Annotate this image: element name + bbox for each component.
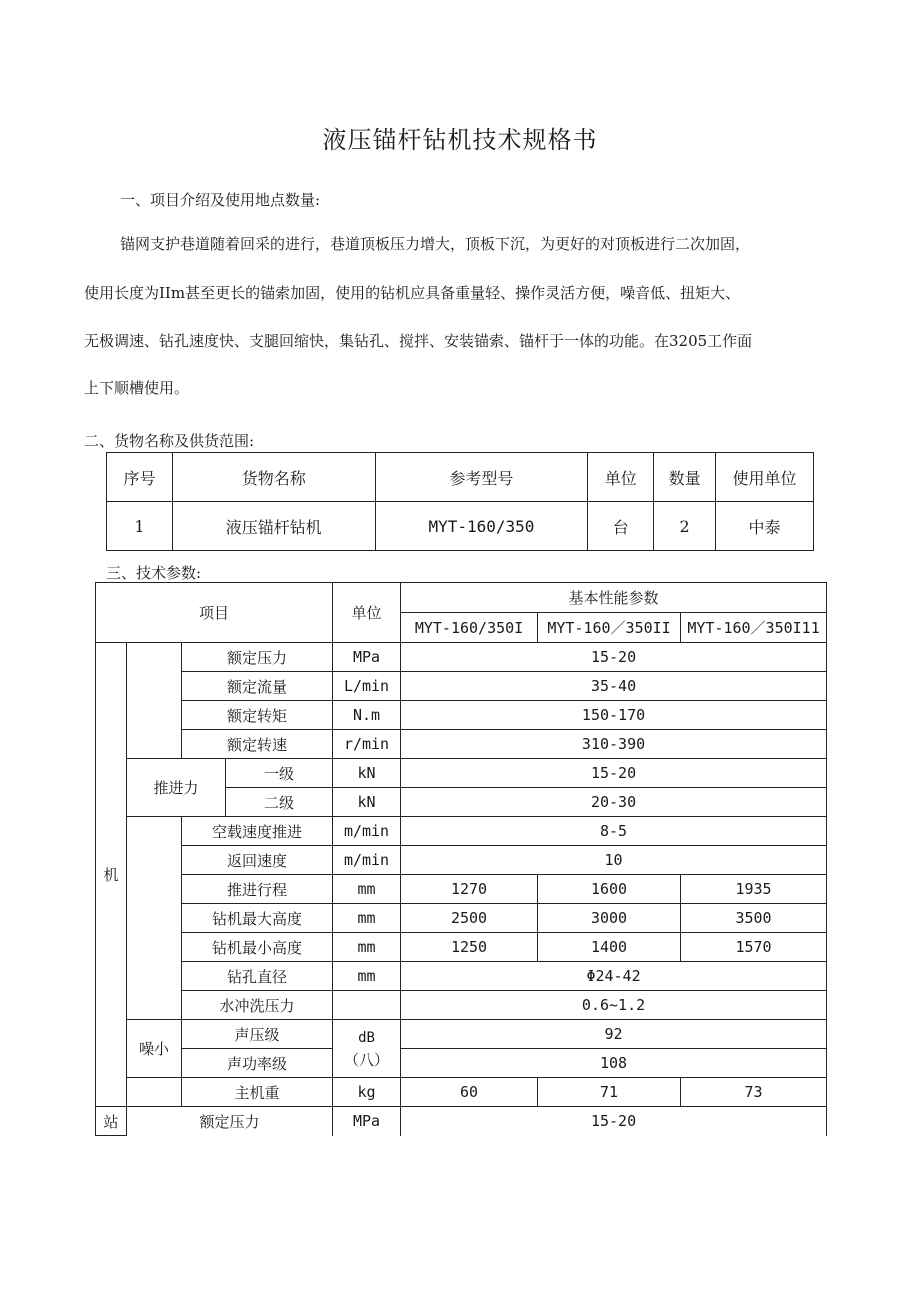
row-label: 一级 (226, 759, 333, 788)
row-unit: kN (333, 759, 401, 788)
noise-unit (333, 1020, 401, 1078)
row-value: 2500 (401, 904, 538, 933)
row-value: 15-20 (401, 759, 827, 788)
row-value: 0.6~1.2 (401, 991, 827, 1020)
spacer-cell (127, 1078, 182, 1107)
row-label: 额定转矩 (182, 701, 333, 730)
row-value: 1935 (681, 875, 827, 904)
col-unit-header: 单位 (333, 583, 401, 643)
row-value: 150-170 (401, 701, 827, 730)
row-value: 71 (538, 1078, 681, 1107)
spacer-cell (127, 643, 182, 759)
row-label: 二级 (226, 788, 333, 817)
row-unit: r/min (333, 730, 401, 759)
row-unit: m/min (333, 846, 401, 875)
row-label: 返回速度 (182, 846, 333, 875)
col-params-header: 基本性能参数 (401, 583, 827, 613)
section3-heading: 三、技术参数: (106, 564, 202, 582)
row-value: 8-5 (401, 817, 827, 846)
row-unit: mm (333, 933, 401, 962)
row-unit: kg (333, 1078, 401, 1107)
row-label: 水冲洗压力 (182, 991, 333, 1020)
row-value: 3000 (538, 904, 681, 933)
row-value: 15-20 (401, 643, 827, 672)
row-value: 3500 (681, 904, 827, 933)
cell: 液压锚杆钻机 (172, 502, 375, 551)
spacer-cell (127, 817, 182, 1020)
col-item-header: 项目 (96, 583, 333, 643)
row-label: 额定流量 (182, 672, 333, 701)
section1-heading: 一、项目介绍及使用地点数量: (120, 191, 321, 209)
row-value: 10 (401, 846, 827, 875)
row-unit: kN (333, 788, 401, 817)
noise-group-label: 噪小 (127, 1020, 182, 1078)
row-value: 1400 (538, 933, 681, 962)
row-unit: L/min (333, 672, 401, 701)
paragraph-line-2: 使用长度为IIm甚至更长的锚索加固，使用的钻机应具备重量轻、操作灵活方便，噪音低、扭矩大、 (84, 284, 741, 302)
row-unit: mm (333, 904, 401, 933)
paragraph-line-1: 锚网支护巷道随着回采的进行，巷道顶板压力增大，顶板下沉，为更好的对顶板进行二次加固， (120, 235, 751, 253)
row-unit: mm (333, 962, 401, 991)
row-label: 钻机最小高度 (182, 933, 333, 962)
noise-unit-b: （八） (344, 1050, 390, 1069)
header-cell: 数量 (654, 453, 716, 502)
page-title: 液压锚杆钻机技术规格书 (322, 126, 598, 154)
row-label: 声功率级 (182, 1049, 333, 1078)
header-cell: 货物名称 (172, 453, 375, 502)
tech-params-table (95, 582, 827, 1136)
noise-unit-a: dB (358, 1029, 375, 1046)
goods-table (106, 452, 814, 551)
cell: 台 (588, 502, 654, 551)
group-station-label: 站 (96, 1107, 127, 1136)
model-header: MYT-160／350I11 (681, 613, 827, 643)
paragraph-line-4: 上下顺槽使用。 (84, 379, 190, 397)
cell: 中泰 (716, 502, 814, 551)
row-unit: MPa (333, 1107, 401, 1136)
row-unit: mm (333, 875, 401, 904)
header-cell: 参考型号 (375, 453, 588, 502)
row-value: 73 (681, 1078, 827, 1107)
row-value: 310-390 (401, 730, 827, 759)
header-cell: 单位 (588, 453, 654, 502)
row-value: 92 (401, 1020, 827, 1049)
table-row (107, 502, 814, 551)
cell: 1 (107, 502, 173, 551)
row-label: 额定压力 (127, 1107, 333, 1136)
row-value: 60 (401, 1078, 538, 1107)
header-cell: 使用单位 (716, 453, 814, 502)
header-cell: 序号 (107, 453, 173, 502)
cell: 2 (654, 502, 716, 551)
row-label: 声压级 (182, 1020, 333, 1049)
row-label: 钻孔直径 (182, 962, 333, 991)
row-value: 1250 (401, 933, 538, 962)
row-label: 空载速度推进 (182, 817, 333, 846)
row-unit: N.m (333, 701, 401, 730)
row-value: 1600 (538, 875, 681, 904)
group-machine-label: 机 (96, 643, 127, 1107)
row-label: 主机重 (182, 1078, 333, 1107)
thrust-group-label: 推进力 (127, 759, 226, 817)
row-label: 额定转速 (182, 730, 333, 759)
row-label: 推进行程 (182, 875, 333, 904)
row-value: Φ24-42 (401, 962, 827, 991)
row-value: 1570 (681, 933, 827, 962)
row-value: 35-40 (401, 672, 827, 701)
row-value: 15-20 (401, 1107, 827, 1136)
row-unit (333, 991, 401, 1020)
row-label: 钻机最大高度 (182, 904, 333, 933)
paragraph-line-3: 无极调速、钻孔速度快、支腿回缩快，集钻孔、搅拌、安装锚索、锚杆于一体的功能。在3205工作面 (84, 332, 753, 350)
row-unit: MPa (333, 643, 401, 672)
cell: MYT-160/350 (375, 502, 588, 551)
row-value: 20-30 (401, 788, 827, 817)
model-header: MYT-160/350I (401, 613, 538, 643)
row-unit: m/min (333, 817, 401, 846)
row-label: 额定压力 (182, 643, 333, 672)
row-value: 1270 (401, 875, 538, 904)
goods-table-header (107, 453, 814, 502)
model-header: MYT-160／350II (538, 613, 681, 643)
section2-heading: 二、货物名称及供货范围: (84, 432, 255, 450)
row-value: 108 (401, 1049, 827, 1078)
